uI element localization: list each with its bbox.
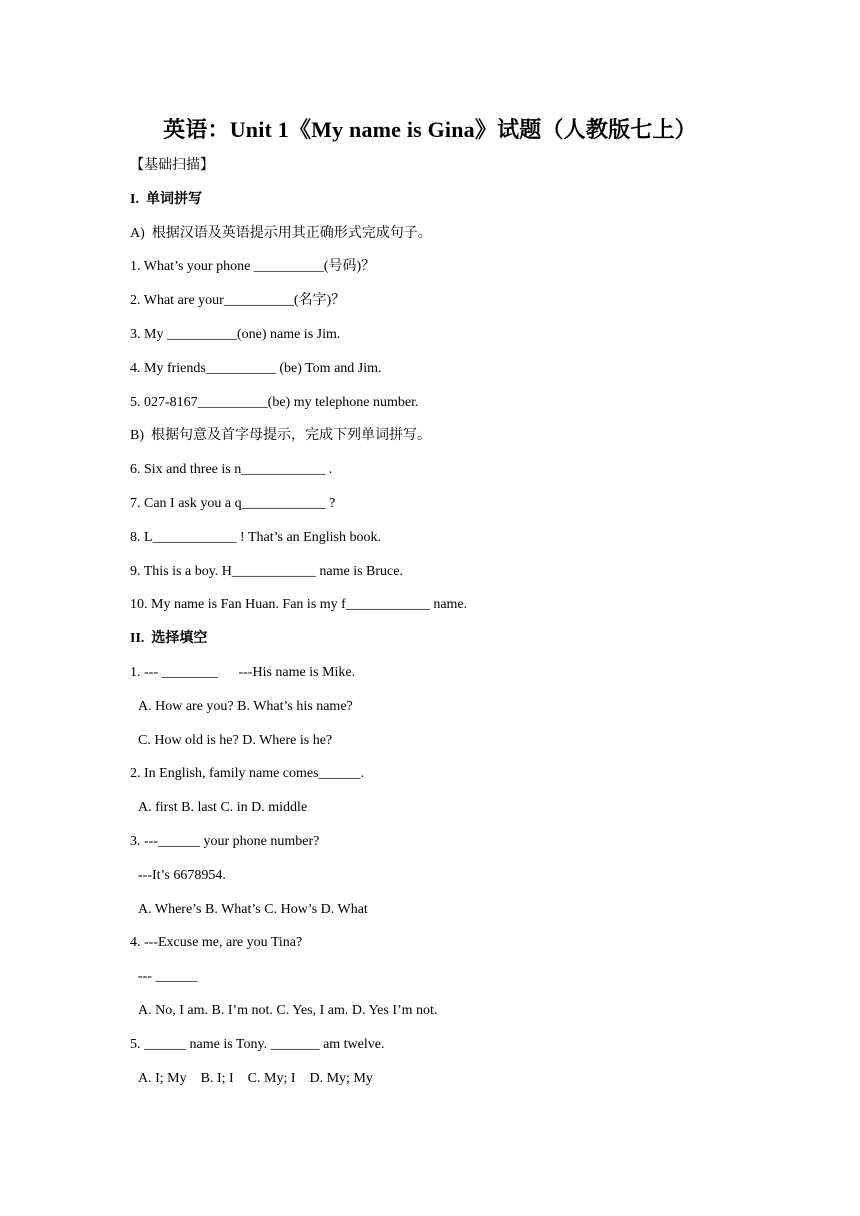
question-line: 8. L____________ ! That’s an English book. — [130, 529, 381, 545]
question-line: 7. Can I ask you a q____________ ? — [130, 495, 336, 511]
document-title: 英语：Unit 1《My name is Gina》试题（人教版七上） — [163, 117, 697, 142]
options-line: A. How are you? B. What’s his name? — [138, 698, 353, 714]
question-line: 2. In English, family name comes______. — [130, 766, 365, 782]
dialogue-line: --- ______ — [138, 969, 198, 985]
question-line: 10. My name is Fan Huan. Fan is my f____________ name. — [130, 597, 468, 613]
options-line: C. How old is he? D. Where is he? — [138, 732, 333, 748]
section-heading-spelling: I. 单词拼写 — [130, 191, 202, 207]
document-body — [130, 156, 780, 1102]
section-heading-choice: II. 选择填空 — [130, 631, 208, 647]
question-line: 4. ---Excuse me, are you Tina? — [130, 935, 303, 951]
question-line: 5. ______ name is Tony. _______ am twelve. — [130, 1036, 385, 1052]
dialogue-line: ---It’s 6678954. — [138, 867, 226, 883]
question-line: 9. This is a boy. H____________ name is Bruce. — [130, 563, 403, 579]
question-line: 4. My friends__________ (be) Tom and Jim. — [130, 360, 382, 376]
instruction-b: B) 根据句意及首字母提示，完成下列单词拼写。 — [130, 428, 431, 444]
question-line: 1. What’s your phone __________(号码)？ — [130, 259, 376, 275]
options-line: A. No, I am. B. I’m not. C. Yes, I am. D. Yes I’m not. — [138, 1002, 438, 1018]
question-line: 1. --- ________ ---His name is Mike. — [130, 664, 356, 680]
question-line: 2. What are your__________(名字)？ — [130, 293, 346, 309]
question-line: 6. Six and three is n____________ . — [130, 462, 333, 478]
question-line: 3. My __________(one) name is Jim. — [130, 326, 341, 342]
question-line: 5. 027-8167__________(be) my telephone number. — [130, 394, 419, 410]
options-line: A. Where’s B. What’s C. How’s D. What — [138, 901, 368, 917]
section-heading-basic: 【基础扫描】 — [130, 158, 214, 173]
question-line: 3. ---______ your phone number? — [130, 833, 320, 849]
instruction-a: A) 根据汉语及英语提示用其正确形式完成句子。 — [130, 225, 432, 241]
options-line: A. I; My B. I; I C. My; I D. My; My — [138, 1070, 373, 1086]
options-line: A. first B. last C. in D. middle — [138, 800, 308, 816]
